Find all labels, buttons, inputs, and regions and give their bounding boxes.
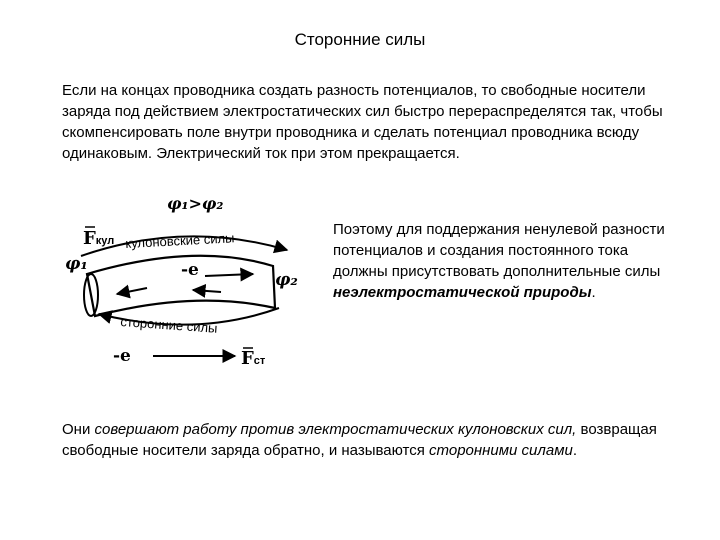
paragraph-intro: Если на концах проводника создать разность потенциалов, то свободные носители заряда под действием электростатических сил быстро перераспределятся так, чтобы скомпенсировать поле внутри проводника и сделать потенциал проводника всюду одинаковым. Электрический ток при этом прекращается. (62, 82, 663, 162)
conclusion-middle: возвращая свободные носители заряда обратно, и называются (62, 421, 657, 459)
phi1-label: φ₁ (65, 254, 88, 274)
inner-arrow-left-1 (117, 288, 147, 294)
slide-title: Сторонние силы (294, 30, 426, 49)
external-forces-label: сторонние силы (119, 314, 218, 336)
paragraph-reason-text: Поэтому для поддержания ненулевой разности потенциалов и создания постоянного тока должны присутствовать дополнительные силы (333, 221, 665, 280)
conductor-diagram (55, 190, 325, 390)
charge-inside-label: -e (181, 260, 199, 280)
conclusion-emphasis-2: сторонними силами (429, 442, 573, 459)
f-coulomb-symbol: Fкул (83, 228, 115, 249)
f-external-symbol: Fст (241, 348, 266, 369)
diagram-svg (55, 190, 325, 390)
phi-condition-label: φ₁>φ₂ (167, 194, 224, 213)
charge-bottom-label: -e (113, 346, 131, 366)
conclusion-emphasis-1: совершают работу против электростатических кулоновских сил, (94, 421, 577, 438)
paragraph-reason-end: . (591, 284, 596, 301)
coulomb-forces-label: кулоновские силы (125, 230, 235, 251)
inner-arrow-left-2 (193, 290, 221, 292)
conclusion-start: Они (62, 421, 95, 438)
inner-arrow-right (205, 274, 253, 276)
conclusion-end: . (572, 442, 577, 459)
phi2-label: φ₂ (275, 270, 298, 290)
paragraph-conclusion (62, 419, 702, 461)
paragraph-reason-emphasis: неэлектростатической природы (333, 284, 592, 301)
paragraph-reason (333, 219, 673, 303)
